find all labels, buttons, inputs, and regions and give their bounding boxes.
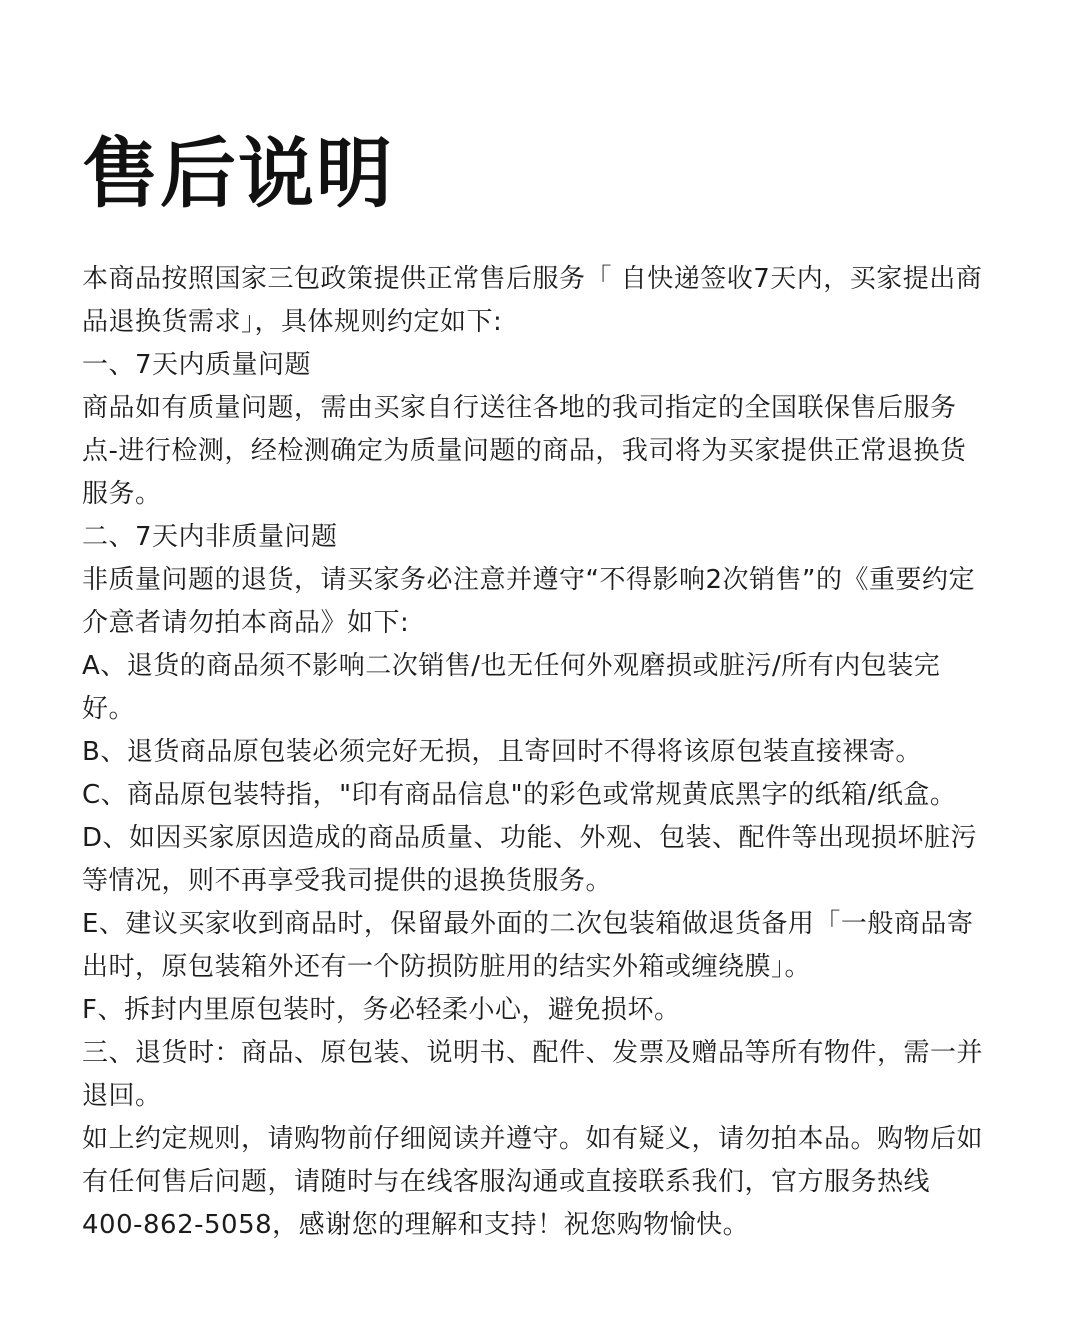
rule-e: E、建议买家收到商品时，保留最外面的二次包装箱做退货备用「一般商品寄出时，原包装箱外还有一个防损防脏用的结实外箱或缠绕膜」。 bbox=[82, 909, 974, 982]
policy-content bbox=[82, 258, 984, 1247]
intro-paragraph: 本商品按照国家三包政策提供正常售后服务「 自快递签收7天内，买家提出商品退换货需求」，具体规则约定如下: bbox=[82, 264, 983, 337]
rule-b: B、退货商品原包装必须完好无损，且寄回时不得将该原包装直接裸寄。 bbox=[82, 737, 922, 767]
rule-c: C、商品原包装特指，"印有商品信息"的彩色或常规黄底黑字的纸箱/纸盒。 bbox=[82, 780, 957, 810]
rule-d: D、如因买家原因造成的商品质量、功能、外观、包装、配件等出现损坏脏污等情况，则不再享受我司提供的退换货服务。 bbox=[82, 823, 978, 896]
non-quality-intro-paragraph: 非质量问题的退货，请买家务必注意并遵守“不得影响2次销售”的《重要约定介意者请勿拍本商品》如下: bbox=[82, 565, 975, 638]
page-title: 售后说明 bbox=[82, 129, 394, 218]
section-heading-quality: 一、7天内质量问题 bbox=[82, 350, 312, 380]
rule-a: A、退货的商品须不影响二次销售/也无任何外观磨损或脏污/所有内包装完好。 bbox=[82, 651, 941, 724]
section-return-items: 三、退货时：商品、原包装、说明书、配件、发票及赠品等所有物件，需一并退回。 bbox=[82, 1038, 984, 1111]
closing-paragraph: 如上约定规则，请购物前仔细阅读并遵守。如有疑义，请勿拍本品。购物后如有任何售后问题，请随时与在线客服沟通或直接联系我们，官方服务热线400-862-5058，感谢您的理解和支持！祝您购物愉快。 bbox=[82, 1124, 984, 1240]
section-heading-non-quality: 二、7天内非质量问题 bbox=[82, 522, 338, 552]
quality-issue-paragraph: 商品如有质量问题，需由买家自行送往各地的我司指定的全国联保售后服务点-进行检测，经检测确定为质量问题的商品，我司将为买家提供正常退换货服务。 bbox=[82, 393, 967, 509]
rule-f: F、拆封内里原包装时，务必轻柔小心，避免损坏。 bbox=[82, 995, 681, 1025]
